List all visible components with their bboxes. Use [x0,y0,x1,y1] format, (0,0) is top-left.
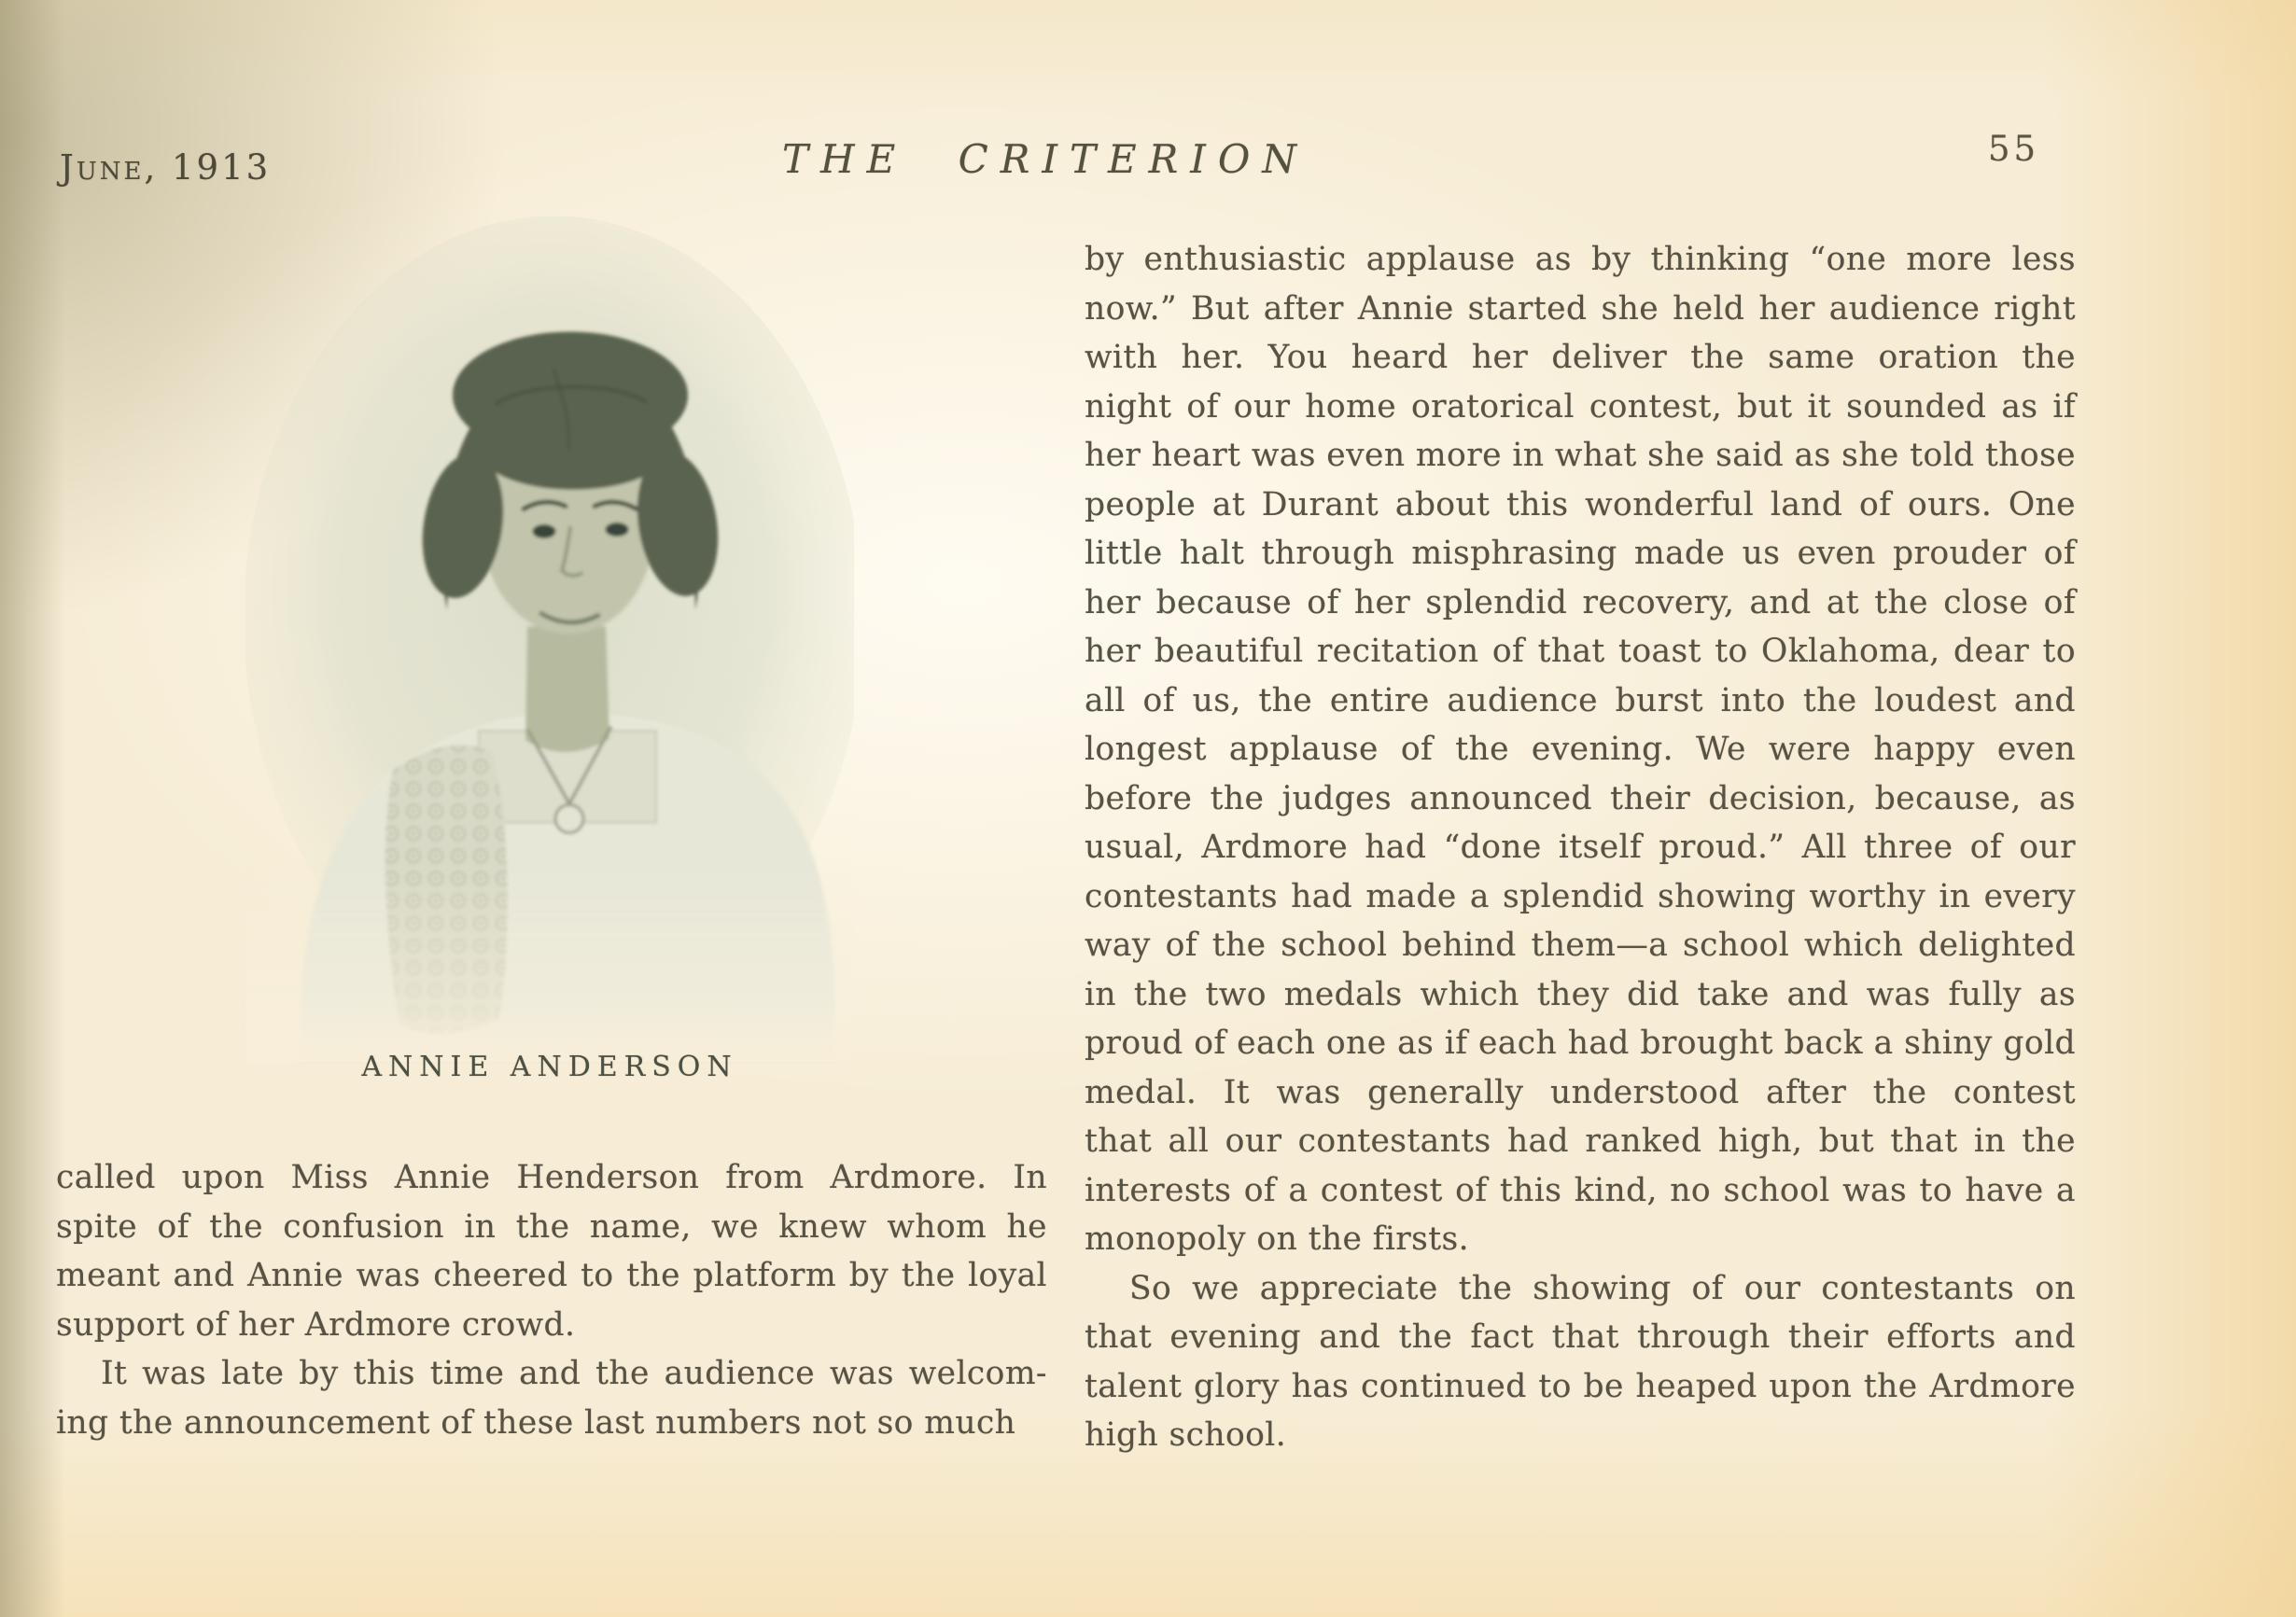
text-line: It was late by this time and the audience was welcom- [101,1355,1047,1392]
text-line: medal. It was generally understood after the contest [1085,1073,2076,1111]
right-text-column [1085,235,2076,1460]
text-line: meant and Annie was cheered to the platform by the loyal [56,1257,1047,1294]
text-line: spite of the confusion in the name, we knew whom he [56,1207,1047,1246]
page-number: 55 [1988,129,2040,169]
text-line: interests of a contest of this kind, no school was to have a [1085,1171,2076,1209]
text-line: contestants had made a splendid showing worthy in every [1085,877,2076,915]
portrait-photo [245,216,854,1064]
text-line: that evening and the fact that through their efforts and [1085,1318,2076,1356]
text-line: called upon Miss Annie Henderson from Ardmore. In [56,1159,1047,1196]
text-line: talent glory has continued to be heaped upon the Ardmore [1085,1367,2076,1405]
text-line: now.” But after Annie started she held her audience right [1085,289,2076,328]
text-line: before the judges announced their decision, because, as [1085,779,2076,817]
text-line: her beautiful recitation of that toast to Oklahoma, dear to [1085,633,2076,670]
photo-caption: ANNIE ANDERSON [361,1051,738,1083]
text-line: way of the school behind them—a school which delighted [1085,927,2076,964]
journal-title: THE CRITERION [781,136,1309,182]
text-line: in the two medals which they did take and was fully as [1085,975,2076,1013]
text-line: that all our contestants had ranked high, but that in the [1085,1122,2076,1160]
text-line: her heart was even more in what she said as she told those [1085,437,2076,474]
text-line: So we appreciate the showing of our contestants on [1129,1269,2076,1307]
text-line: usual, Ardmore had “done itself proud.” All three of our [1085,829,2076,866]
text-line: her because of her splendid recovery, and at the close of [1085,583,2076,621]
text-line: people at Durant about this wonderful land of ours. One [1085,485,2076,523]
text-line: ing the announcement of these last numbers not so much [56,1403,1016,1442]
text-line: night of our home oratorical contest, but it sounded as if [1085,387,2076,425]
text-line: support of her Ardmore crowd. [56,1305,576,1344]
text-line: little halt through misphrasing made us even prouder of [1085,535,2076,572]
text-line: with her. You heard her deliver the same oration the [1085,339,2076,376]
left-text-column [56,1153,1047,1447]
text-line: longest applause of the evening. We were happy even [1085,731,2076,768]
text-line: by enthusiastic applause as by thinking “one more less [1085,241,2076,278]
text-line: proud of each one as if each had brought back a shiny gold [1085,1025,2076,1062]
text-line: high school. [1085,1416,1287,1454]
text-line: monopoly on the firsts. [1085,1220,1469,1258]
portrait-illustration [245,216,854,1064]
issue-date: June, 1913 [60,147,272,188]
text-line: all of us, the entire audience burst into the loudest and [1085,681,2076,719]
